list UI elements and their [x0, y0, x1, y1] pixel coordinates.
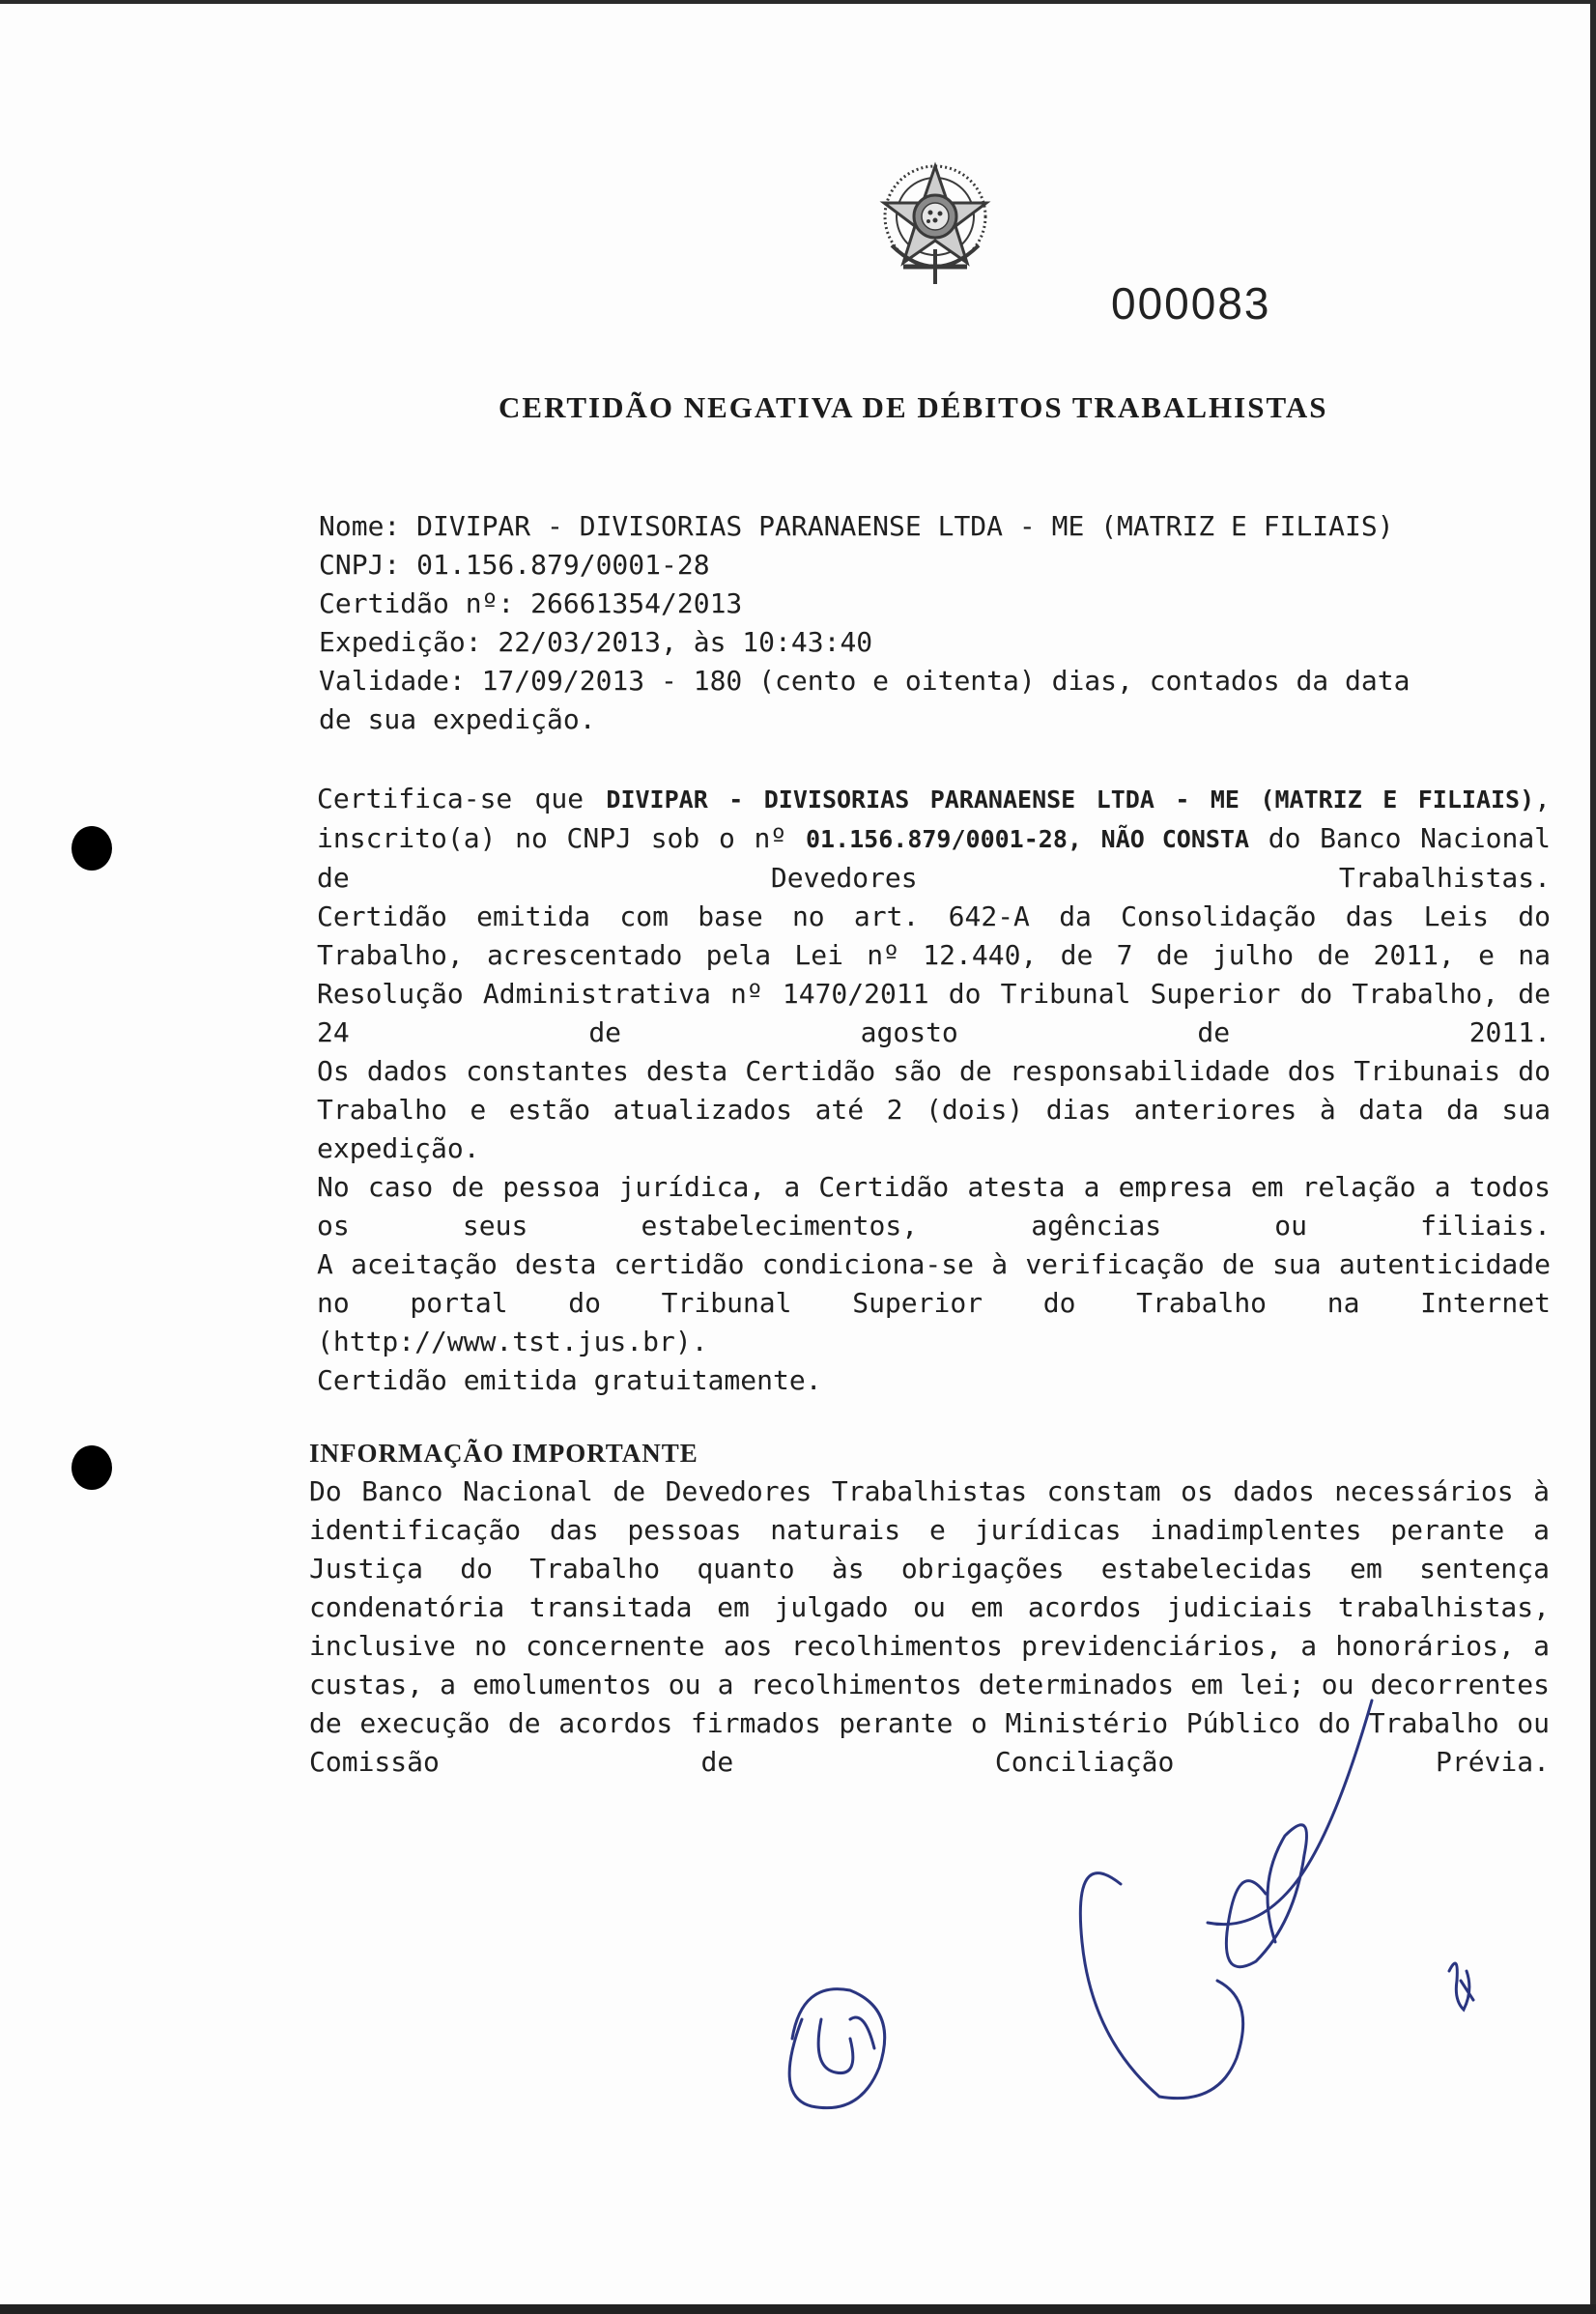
expedicao-line: Expedição: 22/03/2013, às 10:43:40 [319, 626, 873, 658]
pessoa-juridica-paragraph: No caso de pessoa jurídica, a Certidão atesta a empresa em relação a todos os seus estabelecimentos, agências ou filiais. [317, 1171, 1551, 1242]
gratuita-line: Certidão emitida gratuitamente. [317, 1364, 822, 1396]
cnpj-line: CNPJ: 01.156.879/0001-28 [319, 549, 710, 581]
certification-body [317, 780, 1551, 1400]
scan-edge-bottom [0, 2304, 1596, 2314]
initials-circle [789, 1989, 885, 2108]
important-information-heading: INFORMAÇÃO IMPORTANTE [309, 1439, 698, 1468]
inscrito-text: , inscrito(a) no CNPJ sob o nº [317, 783, 1552, 854]
coat-of-arms-of-brazil-icon [865, 153, 1006, 294]
legal-basis-paragraph: Certidão emitida com base no art. 642-A da Consolidação das Leis do Trabalho, acrescentado pela Lei nº 12.440, de 7 de julho de 2011, e na Resolução Administrativa nº 1470/2011 do Tribunal Superior do Trabalho, de 24 de agosto de 2011. [317, 900, 1551, 1048]
page-title: CERTIDÃO NEGATIVA DE DÉBITOS TRABALHISTAS [499, 390, 1328, 424]
punch-hole [71, 826, 112, 871]
scan-edge-right [1590, 0, 1596, 2314]
signature-second-loop [1226, 1825, 1306, 1967]
status-nao-consta: NÃO CONSTA [1100, 825, 1250, 853]
punch-hole [71, 1445, 112, 1490]
nome-line: Nome: DIVIPAR - DIVISORIAS PARANAENSE LTDA - ME (MATRIZ E FILIAIS) [319, 510, 1394, 542]
initials-mark [818, 2017, 874, 2073]
company-cnpj: 01.156.879/0001-28, [805, 825, 1082, 853]
signature-loop [1080, 1873, 1242, 2099]
bank-text: do Banco Nacional de Devedores Trabalhistas. [317, 822, 1552, 894]
signature-stroke [1208, 1700, 1372, 1925]
responsibility-paragraph: Os dados constantes desta Certidão são de responsabilidade dos Tribunais do Trabalho e estão atualizados até 2 (dois) dias anteriores à data da sua expedição. [317, 1055, 1551, 1164]
certidao-number-line: Certidão nº: 26661354/2013 [319, 587, 743, 619]
page-number: 000083 [1111, 278, 1271, 329]
certificate-header [319, 507, 1551, 739]
validade-line-continued: de sua expedição. [319, 703, 596, 735]
validade-line: Validade: 17/09/2013 - 180 (cento e oitenta) dias, contados da data [319, 665, 1411, 697]
rubric-mark [1449, 1963, 1473, 2010]
handwritten-signatures [754, 1691, 1584, 2174]
company-name: DIVIPAR - DIVISORIAS PARANAENSE LTDA - ME (MATRIZ E FILIAIS) [606, 786, 1535, 814]
certification-intro: Certifica-se que [317, 783, 584, 814]
aceitacao-paragraph: A aceitação desta certidão condiciona-se à verificação de sua autenticidade no portal do Tribunal Superior do Trabalho na Internet (http://www.tst.jus.br). [317, 1248, 1551, 1357]
scan-edge-top [0, 0, 1596, 4]
certification-statement [317, 780, 1551, 898]
important-information-text: Do Banco Nacional de Devedores Trabalhistas constam os dados necessários à identificação das pessoas naturais e jurídicas inadimplentes perante a Justiça do Trabalho quanto às obrigações estabelecidas em sentença condenatória transitada em julgado ou em acordos judiciais trabalhistas, inclusive no concernente aos recolhimentos previdenciários, a honorários, a custas, a emolumentos ou a recolhimentos determinados em lei; ou decorrentes de execução de acordos firmados perante o Ministério Público do Trabalho ou Comissão de Conciliação Prévia. [309, 1475, 1550, 1778]
